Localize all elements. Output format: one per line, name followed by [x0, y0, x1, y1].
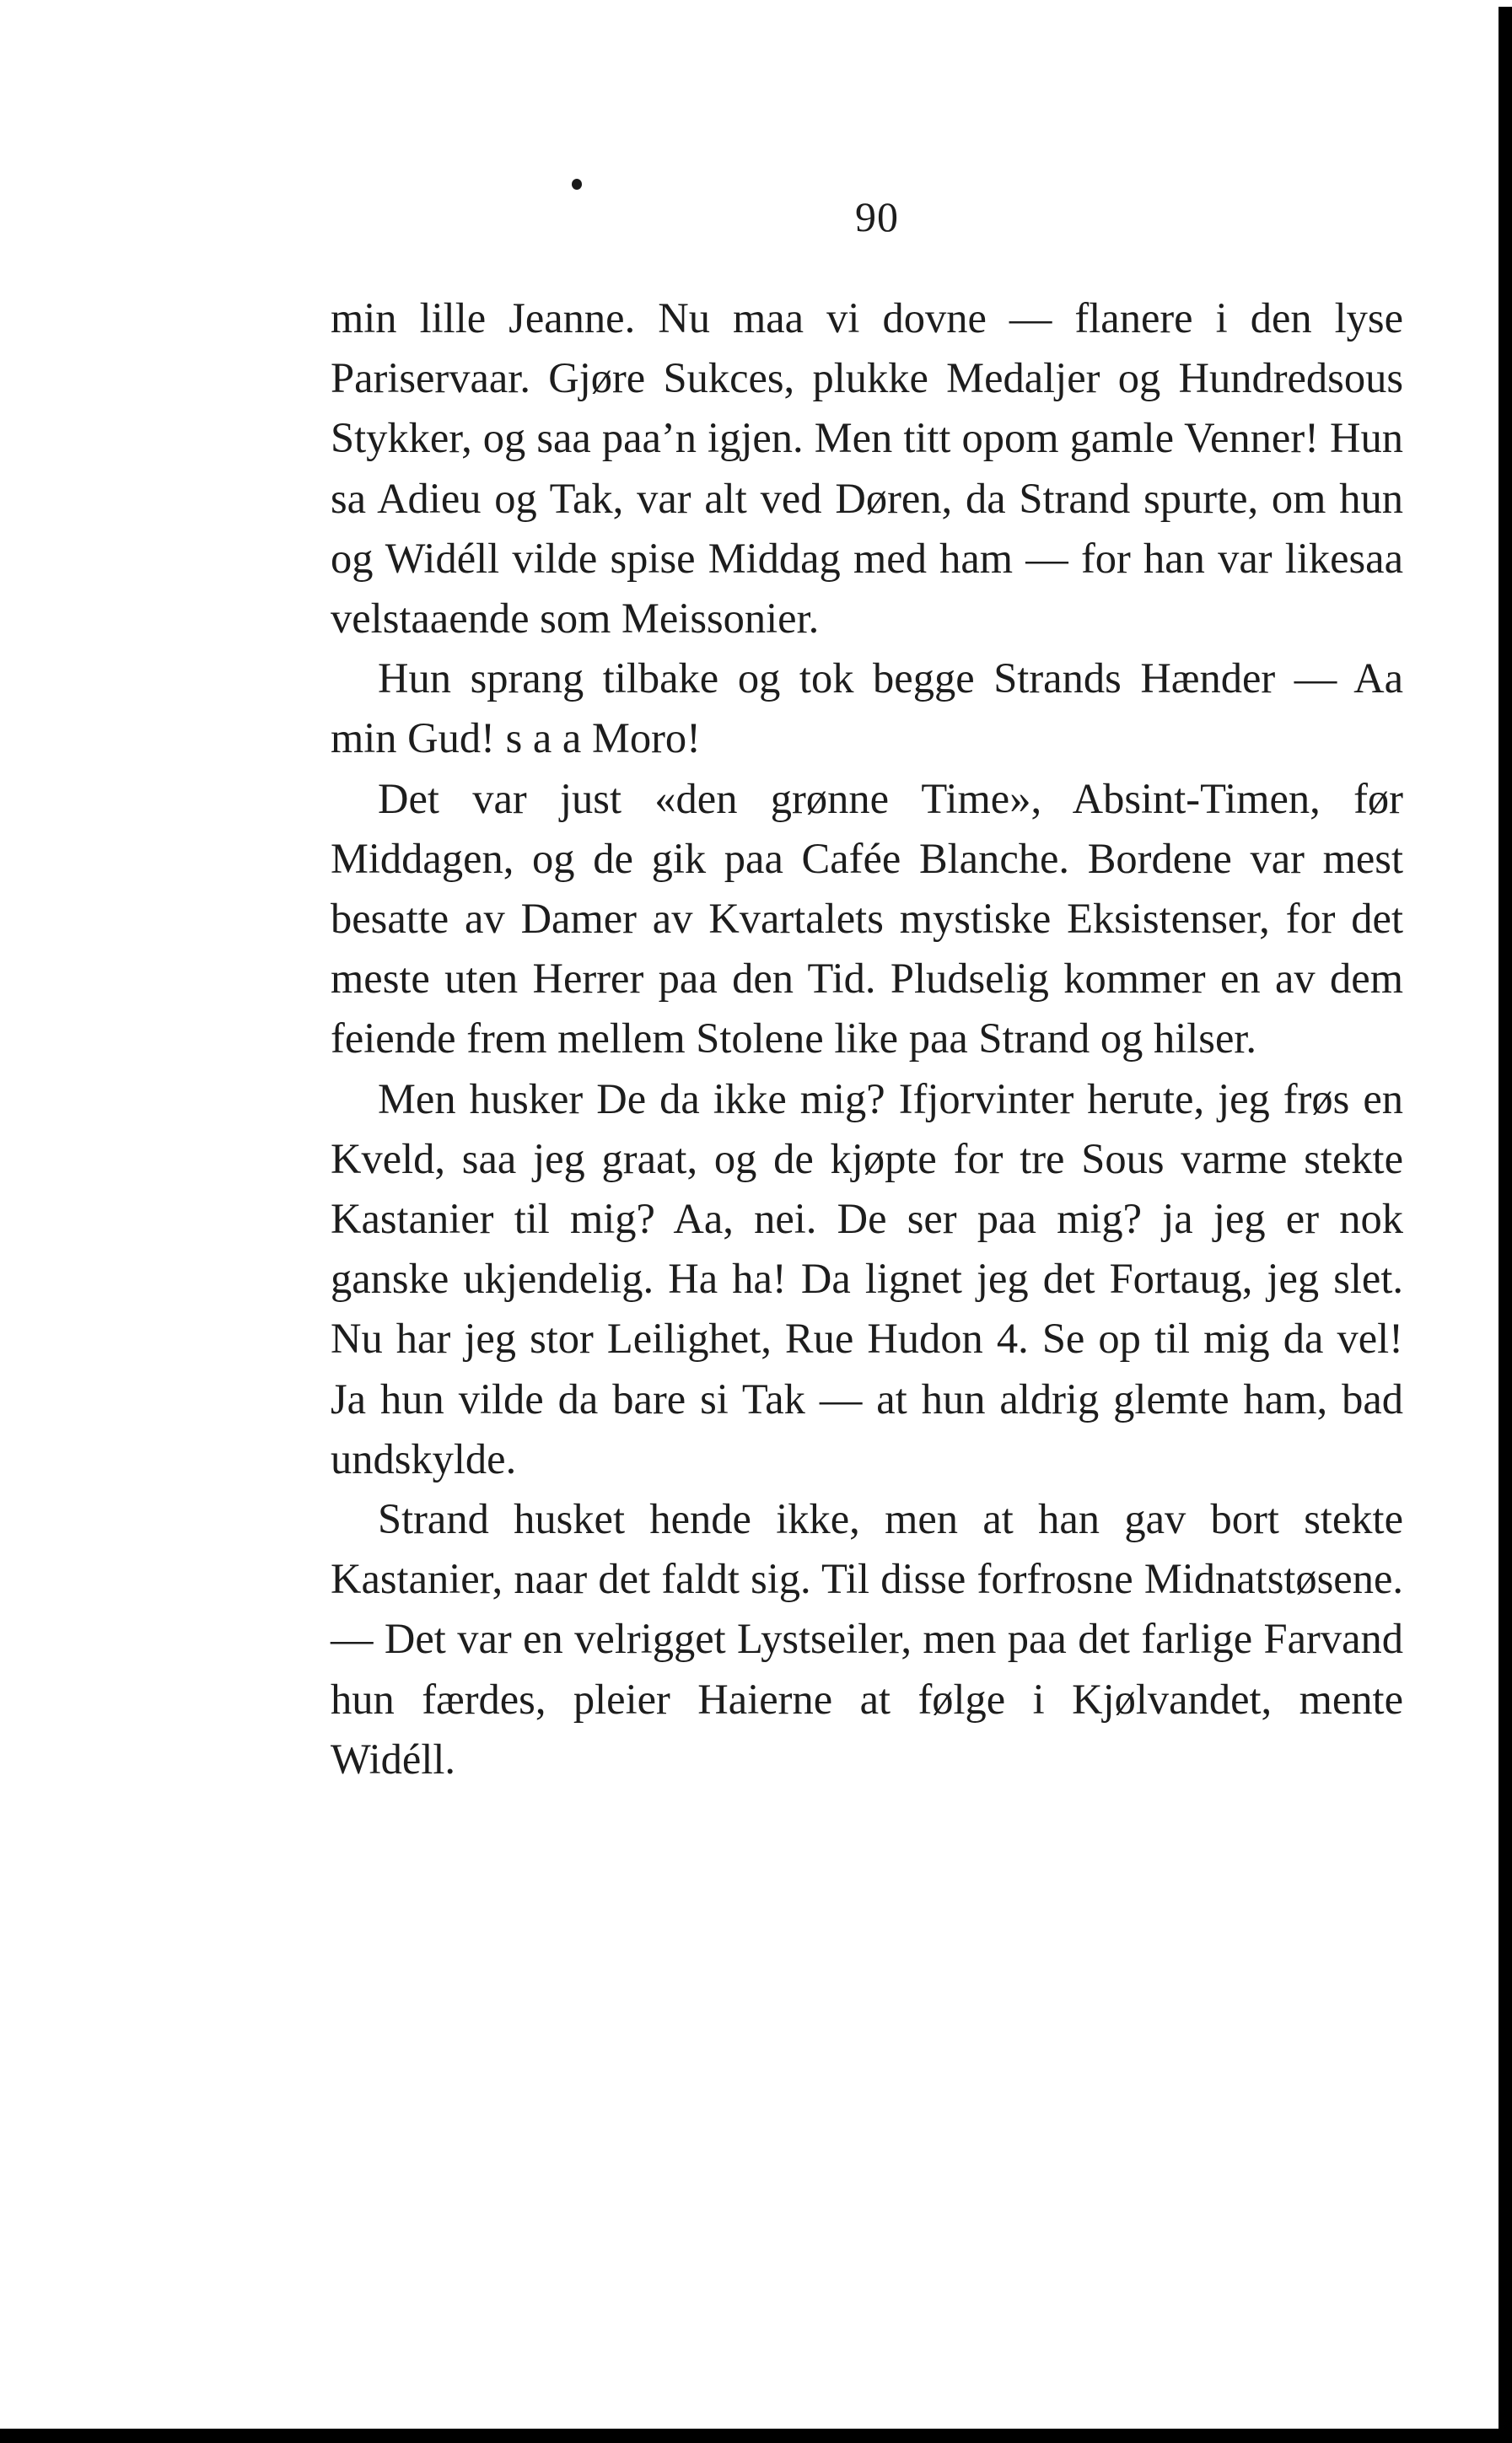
page-number: 90 [855, 193, 899, 240]
paragraph-4: Men husker De da ikke mig? Ifjorvinter herute, jeg frøs en Kveld, saa jeg graat, og de kjøpte for tre Sous varme stekte Kastanier til mig? Aa, nei. De ser paa mig? ja jeg er nok ganske ukjendelig. Ha ha! Da lignet jeg det Fortaug, jeg slet. Nu har jeg stor Leilighet, Rue Hudon 4. Se op til mig da vel! Ja hun vilde da bare si Tak — at hun aldrig glemte ham, bad undskylde. [331, 1074, 1403, 1482]
ink-dot [572, 179, 582, 190]
paragraph-2: Hun sprang tilbake og tok begge Strands Hænder — Aa min Gud! s a a Moro! [331, 654, 1403, 762]
body-text [331, 288, 1403, 1789]
paragraph-3: Det var just «den grønne Time», Absint-Timen, før Middagen, og de gik paa Cafée Blanche. Bordene var mest besatte av Damer av Kvartalets mystiske Eksistenser, for det meste uten Herrer paa den Tid. Pludselig kommer en av dem feiende frem mellem Stolene like paa Strand og hilser. [331, 774, 1403, 1063]
top-edge [0, 0, 1512, 7]
paragraph-1: min lille Jeanne. Nu maa vi dovne — flanere i den lyse Pariservaar. Gjøre Sukces, plukke Medaljer og Hundredsous Stykker, og saa paa’n igjen. Men titt opom gamle Venner! Hun sa Adieu og Tak, var alt ved Døren, da Strand spurte, om hun og Widéll vilde spise Middag med ham — for han var likesaa velstaaende som Meissonier. [331, 294, 1403, 643]
paragraph-5: Strand husket hende ikke, men at han gav bort stekte Kastanier, naar det faldt sig. Til disse forfrosne Midnatstøsene. — Det var en velrigget Lystseiler, men paa det farlige Farvand hun færdes, pleier Haierne at følge i Kjølvandet, mente Widéll. [331, 1495, 1403, 1783]
